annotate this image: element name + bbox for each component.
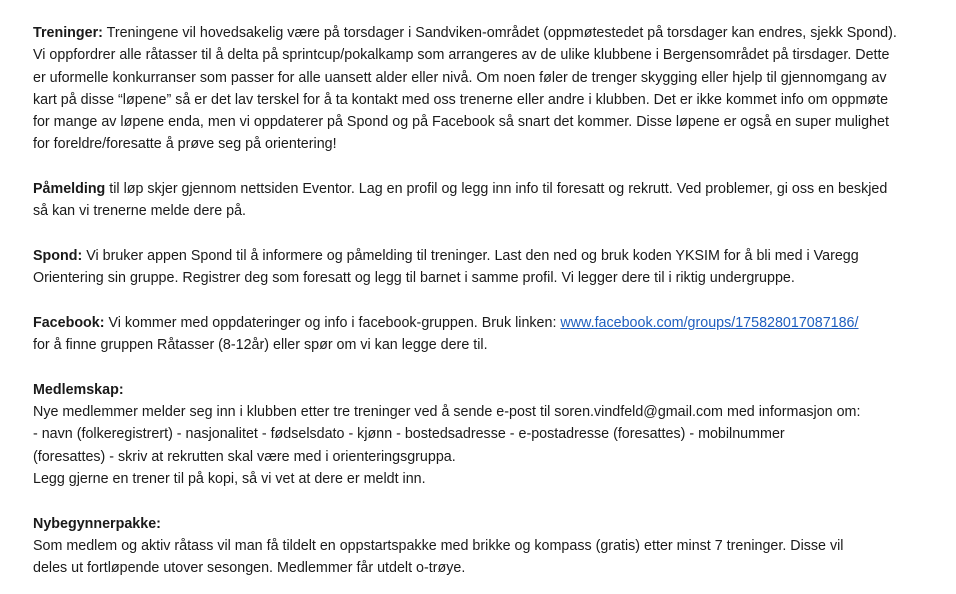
facebook-text-1: Vi kommer med oppdateringer og info i facebook-gruppen. Bruk linken: [104, 314, 561, 331]
pamelding-text-1: til løp skjer gjennom nettsiden Eventor. Lag en profil og legg inn info til foresatt og rekrutt. Ved problemer, gi oss en beskjed [105, 181, 888, 198]
spond-text-1: Vi bruker appen Spond til å informere og påmelding til treninger. Last den ned og bruk koden YKSIM for å bli med i Varegg [82, 247, 859, 264]
medlemskap-heading-line [33, 379, 956, 401]
medlemskap-line-2: - navn (folkeregistrert) - nasjonalitet - fødselsdato - kjønn - bostedsadresse - e-postadresse (foresattes) - mobilnummer [33, 426, 785, 443]
treninger-line-2: Vi oppfordrer alle råtasser til å delta på sprintcup/pokalkamp som arrangeres av de ulike klubbene i Bergensområdet på tirsdager. Dette [33, 47, 890, 64]
facebook-heading: Facebook: [33, 314, 105, 331]
spond-line-2: Orientering sin gruppe. Registrer deg som foresatt og legg til barnet i samme profil. Vi legger dere til i riktig undergruppe. [33, 270, 795, 287]
nybegynnerpakke-heading-line [33, 513, 956, 535]
medlemskap-line-4: Legg gjerne en trener til på kopi, så vi vet at dere er meldt inn. [33, 470, 426, 487]
treninger-heading: Treninger: [33, 25, 103, 41]
nybegynnerpakke-line-2: deles ut fortløpende utover sesongen. Medlemmer får utdelt o-trøye. [33, 560, 466, 577]
nybegynnerpakke-heading: Nybegynnerpakke: [33, 515, 161, 532]
treninger-line-5: for mange av løpene enda, men vi oppdaterer på Spond og på Facebook så snart det kommer. Disse løpene er også en super mulighet [33, 114, 889, 131]
nybegynnerpakke-line-1: Som medlem og aktiv råtass vil man få tildelt en oppstartspakke med brikke og kompass (gratis) etter minst 7 treninger. Disse vil [33, 537, 844, 554]
medlemskap-line-1: Nye medlemmer melder seg inn i klubben etter tre treninger ved å sende e-post til soren.vindfeld@gmail.com med informasjon om: [33, 404, 861, 421]
treninger-line-6: for foreldre/foresatte å prøve seg på orientering! [33, 136, 337, 153]
spond-heading: Spond: [33, 247, 83, 264]
facebook-group-link[interactable]: www.facebook.com/groups/175828017087186/ [560, 314, 859, 331]
facebook-line-2: for å finne gruppen Råtasser (8-12år) eller spør om vi kan legge dere til. [33, 337, 488, 354]
pamelding-heading: Påmelding [33, 181, 106, 198]
pamelding-line-1 [33, 178, 956, 200]
paragraph-gap [33, 223, 956, 245]
document-body [33, 22, 956, 579]
medlemskap-line-3: (foresattes) - skriv at rekrutten skal være med i orienteringsgruppa. [33, 448, 456, 465]
treninger-text-1: Treningene vil hovedsakelig være på torsdager i Sandviken-området (oppmøtestedet på torsdager kan endres, sjekk Spond). [102, 25, 897, 41]
paragraph-gap [33, 290, 956, 312]
paragraph-gap [33, 156, 956, 178]
pamelding-line-2: så kan vi trenerne melde dere på. [33, 203, 246, 220]
treninger-line-1 [33, 22, 956, 44]
treninger-line-4: kart på disse “løpene” så er det lav terskel for å ta kontakt med oss trenerne eller andre i klubben. Det er ikke kommet info om oppmøte [33, 91, 889, 108]
treninger-line-3: er uformelle konkurranser som passer for alle uansett alder eller nivå. Om noen føler de trenger skygging eller hjelp til gjennomgang av [33, 69, 887, 86]
paragraph-gap [33, 490, 956, 512]
spond-line-1 [33, 245, 956, 267]
facebook-line-1 [33, 312, 956, 334]
paragraph-gap [33, 356, 956, 378]
medlemskap-heading: Medlemskap: [33, 381, 124, 398]
